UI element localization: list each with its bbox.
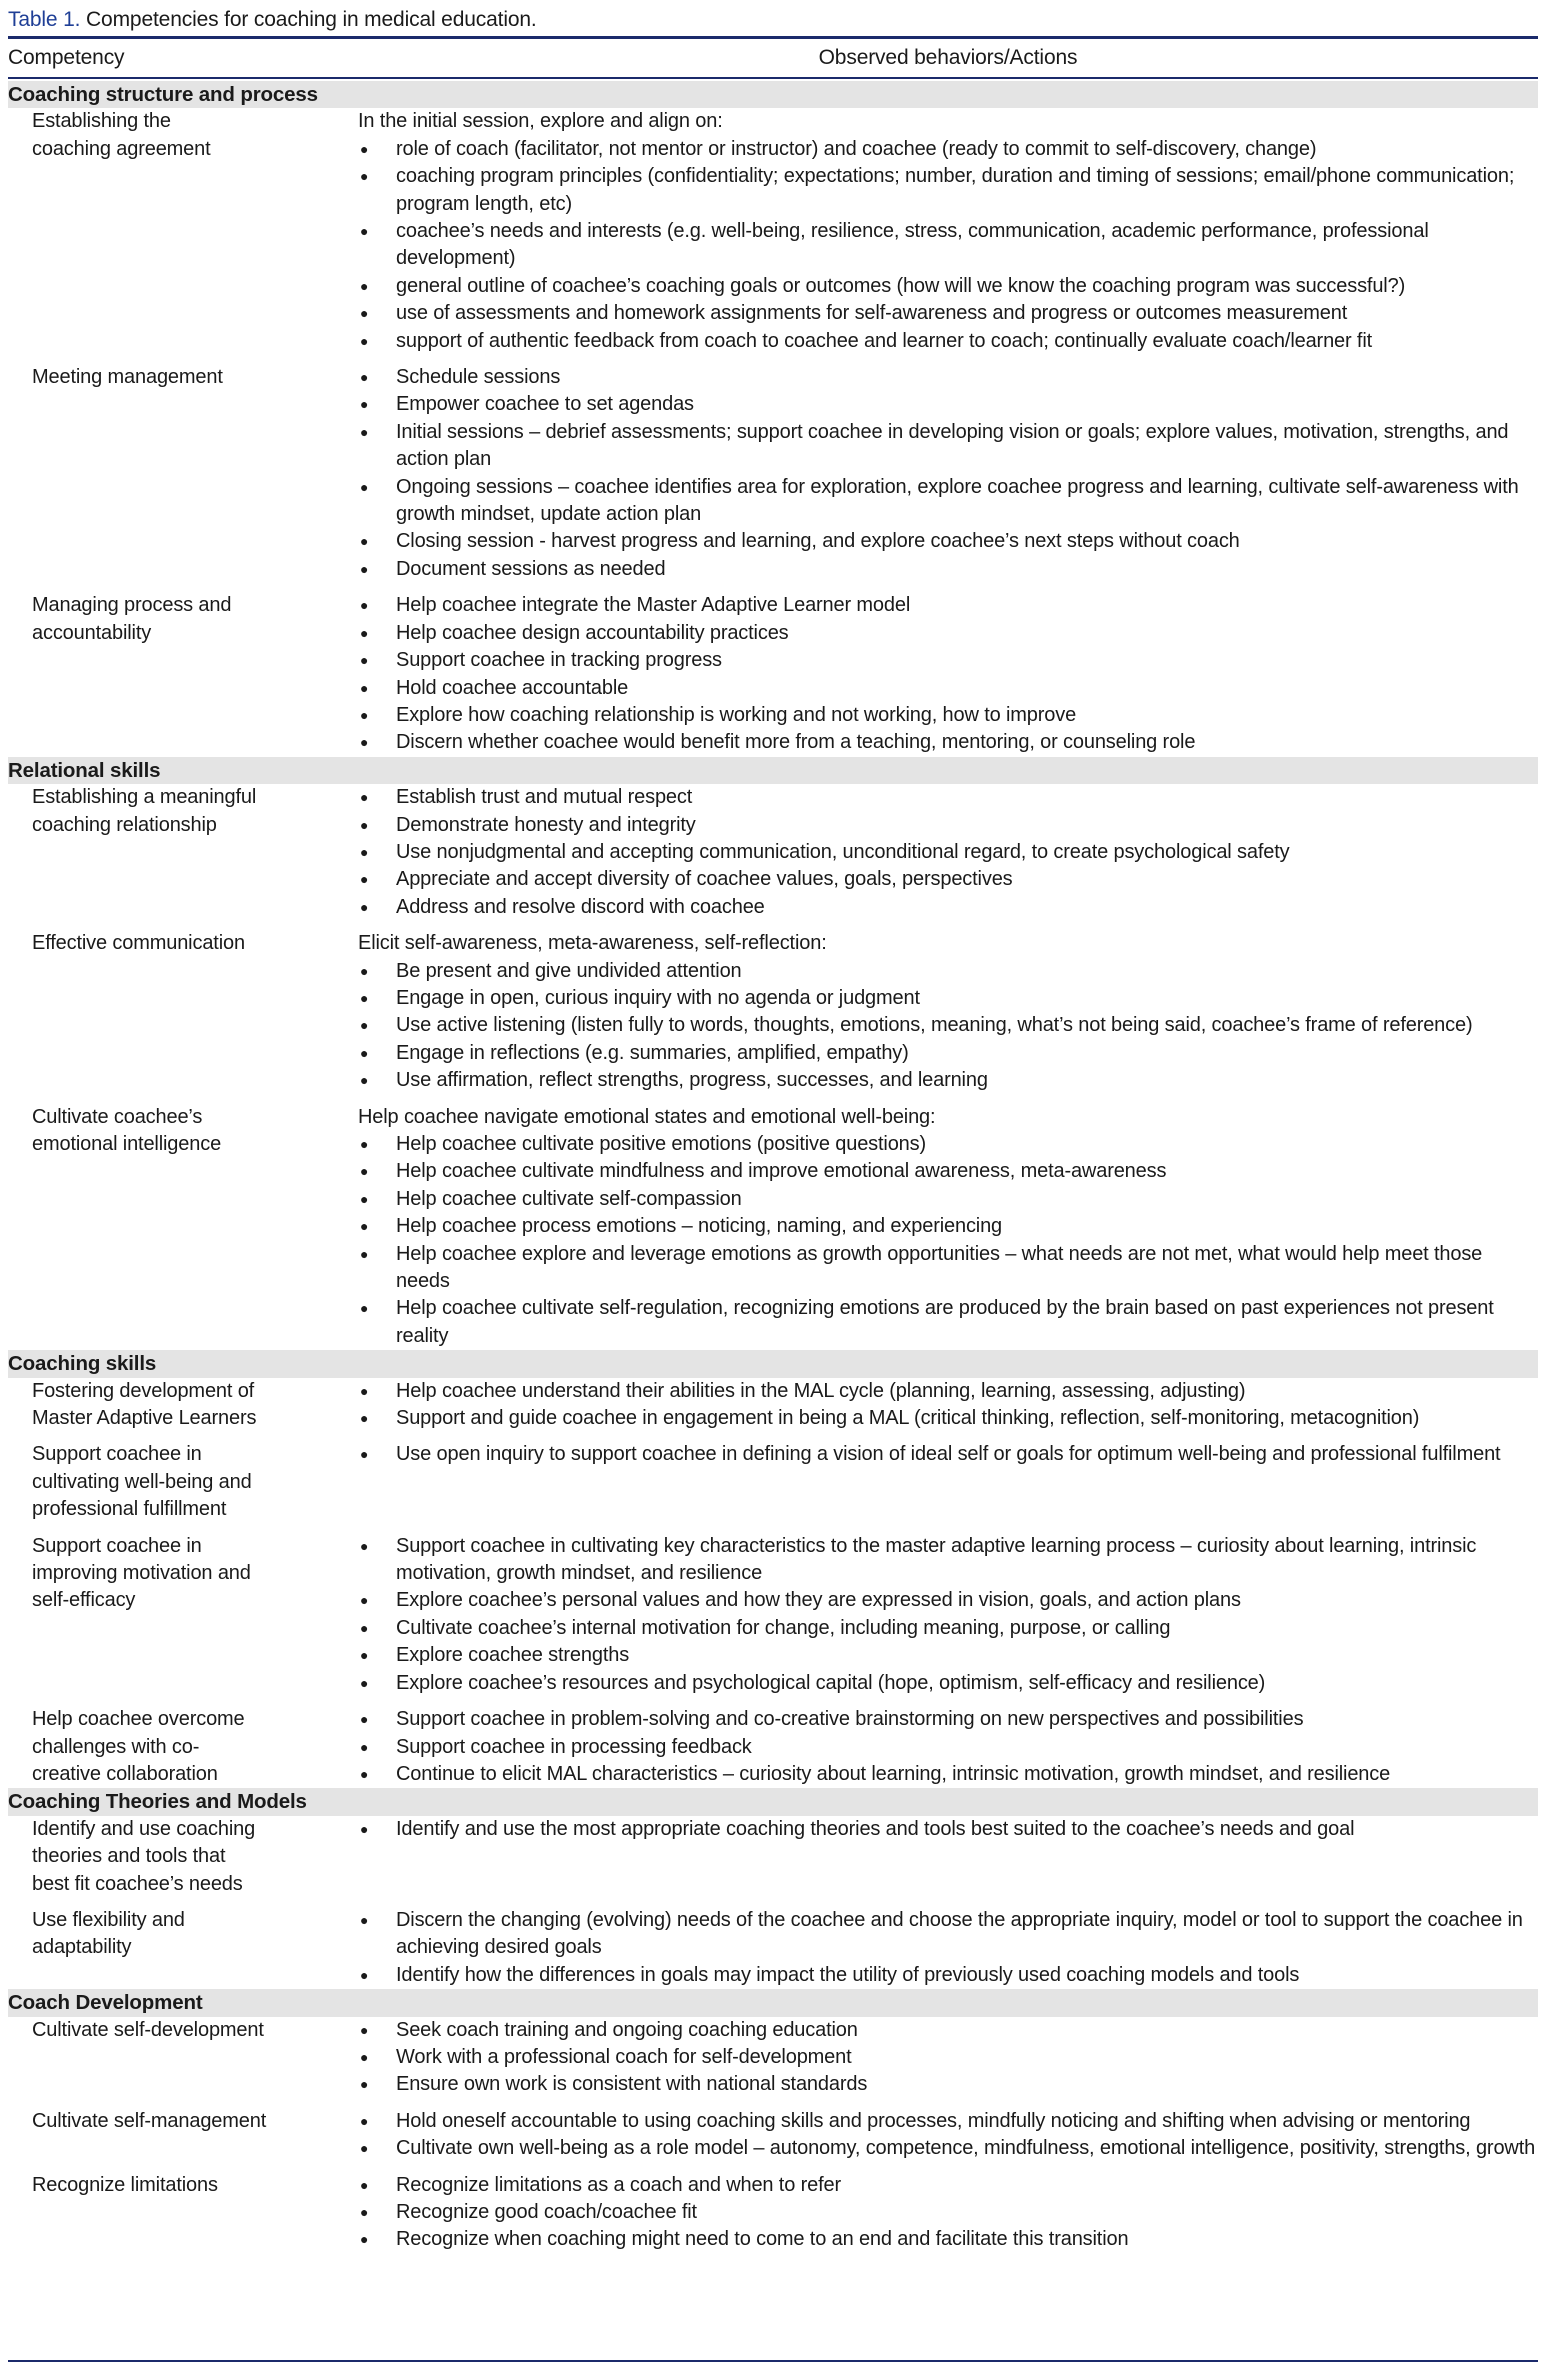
list-item-text: Help coachee design accountability practices (396, 621, 789, 644)
bullet-icon: ● (360, 816, 369, 833)
list-item (358, 592, 1538, 619)
list-item-text: Use open inquiry to support coachee in defining a vision of ideal self or goals for optimum well-being and professional fulfilment (396, 1443, 1501, 1466)
list-item (358, 218, 1538, 273)
list-item-text: Use active listening (listen fully to words, thoughts, emotions, meaning, what’s not being said, coachee’s frame of reference) (396, 1014, 1473, 1037)
list-item-text: Help coachee explore and leverage emotions as growth opportunities – what needs are not met, what would help meet those needs (396, 1242, 1483, 1293)
list-item (358, 1533, 1538, 1588)
list-item (358, 273, 1538, 300)
competency-cell: Identify and use coaching theories and tools that best fit coachee’s needs (32, 1817, 256, 1895)
list-item (358, 1213, 1538, 1240)
bullet-icon: ● (360, 2176, 369, 2193)
section-header: Coach Development (8, 1989, 1538, 2016)
top-rule (8, 36, 1538, 39)
behaviors-cell (353, 1441, 1538, 1523)
list-item (358, 2172, 1538, 2199)
bullet-icon: ● (360, 1410, 369, 1427)
bullet-icon: ● (360, 624, 369, 641)
list-item (358, 136, 1538, 163)
table-header (8, 44, 1538, 74)
list-item (358, 647, 1538, 674)
competency-cell: Establishing a meaningful coaching relationship (32, 786, 257, 836)
list-item-text: Help coachee cultivate positive emotions (positive questions) (396, 1133, 927, 1155)
list-item (358, 729, 1538, 756)
behaviors-intro: Help coachee navigate emotional states and emotional well-being: (358, 1105, 936, 1128)
bullet-icon: ● (360, 1674, 369, 1691)
bullet-icon: ● (360, 1300, 369, 1317)
list-item-text: Support and guide coachee in engagement in being a MAL (critical thinking, reflection, self-monitoring, metacognition) (396, 1407, 1420, 1430)
behaviors-cell (353, 1104, 1538, 1351)
table-row (8, 1706, 1538, 1788)
bullet-icon: ● (360, 898, 369, 915)
table-row (8, 2108, 1538, 2172)
list-item-text: Help coachee cultivate mindfulness and improve emotional awareness, meta-awareness (396, 1160, 1167, 1183)
table-row (8, 592, 1538, 756)
list-item (358, 1642, 1538, 1669)
bullet-icon: ● (360, 789, 369, 806)
bullet-icon: ● (360, 1911, 369, 1928)
behaviors-cell (353, 930, 1538, 1094)
behaviors-cell (353, 784, 1538, 921)
competency-cell: Recognize limitations (32, 2173, 218, 2196)
list-item-text: Empower coachee to set agendas (396, 393, 694, 416)
bullet-icon: ● (360, 1072, 369, 1089)
table-row (8, 1441, 1538, 1532)
bullet-icon: ● (360, 734, 369, 751)
list-item (358, 391, 1538, 418)
bullet-icon: ● (360, 277, 369, 294)
list-item-text: use of assessments and homework assignments for self-awareness and progress or outcomes measurement (396, 302, 1348, 325)
competency-cell: Fostering development of Master Adaptive Learners (32, 1379, 257, 1430)
list-item-text: Initial sessions – debrief assessments; support coachee in developing vision or goals; explore values, motivation, strengths, and action plan (396, 420, 1509, 471)
list-item (358, 163, 1538, 218)
list-item (358, 1587, 1538, 1614)
bullet-icon: ● (360, 843, 369, 860)
list-item-text: Be present and give undivided attention (396, 959, 742, 982)
list-item-text: Use affirmation, reflect strengths, progress, successes, and learning (396, 1069, 988, 1092)
bullet-icon: ● (360, 533, 369, 550)
competency-cell: Cultivate coachee’s emotional intelligence (32, 1105, 222, 1155)
bullet-icon: ● (360, 1163, 369, 1180)
table-caption-label: Table 1. (8, 8, 81, 31)
bullet-icon: ● (360, 1245, 369, 1262)
competency-cell: Support coachee in improving motivation and self-efficacy (32, 1534, 251, 1612)
bullet-icon: ● (360, 332, 369, 349)
list-item (358, 1761, 1538, 1788)
bullet-icon: ● (360, 168, 369, 185)
list-item (358, 1441, 1538, 1468)
bullet-icon: ● (360, 871, 369, 888)
list-item (358, 1012, 1538, 1039)
bullet-icon: ● (360, 1592, 369, 1609)
section-header: Relational skills (8, 757, 1538, 784)
list-item-text: Explore how coaching relationship is working and not working, how to improve (396, 703, 1077, 726)
bullet-icon: ● (360, 597, 369, 614)
bullet-icon: ● (360, 2140, 369, 2157)
list-item (358, 2108, 1538, 2135)
list-item-text: Discern whether coachee would benefit more from a teaching, mentoring, or counseling role (396, 731, 1196, 754)
list-item (358, 364, 1538, 391)
behaviors-intro: In the initial session, explore and align on: (358, 110, 723, 133)
list-item (358, 1040, 1538, 1067)
table-row (8, 1378, 1538, 1442)
list-item (358, 2071, 1538, 2098)
list-item (358, 702, 1538, 729)
list-item-text: Support coachee in tracking progress (396, 649, 722, 672)
list-item (358, 2226, 1538, 2253)
list-item (358, 866, 1538, 893)
list-item (358, 1186, 1538, 1213)
bullet-icon: ● (360, 1218, 369, 1235)
table-row (8, 2017, 1538, 2108)
list-item-text: Help coachee cultivate self-regulation, recognizing emotions are produced by the brain based on past experiences not present reality (396, 1297, 1494, 1347)
list-item-text: Support coachee in processing feedback (396, 1735, 752, 1758)
list-item (358, 1241, 1538, 1296)
bullet-icon: ● (360, 2112, 369, 2129)
list-item-text: Use nonjudgmental and accepting communication, unconditional regard, to create psychological safety (396, 840, 1290, 863)
list-item (358, 620, 1538, 647)
list-item (358, 474, 1538, 529)
list-item (358, 1295, 1538, 1350)
bullet-icon: ● (360, 652, 369, 669)
list-item (358, 812, 1538, 839)
list-item (358, 894, 1538, 921)
behaviors-cell (353, 1706, 1538, 1788)
table-row (8, 1907, 1538, 1989)
list-item-text: Demonstrate honesty and integrity (396, 813, 696, 836)
list-item-text: Schedule sessions (396, 366, 561, 389)
bullet-icon: ● (360, 989, 369, 1006)
list-item-text: Recognize when coaching might need to come to an end and facilitate this transition (396, 2228, 1129, 2251)
list-item (358, 1734, 1538, 1761)
bullet-icon: ● (360, 1647, 369, 1664)
behaviors-intro: Elicit self-awareness, meta-awareness, self-reflection: (358, 932, 827, 955)
list-item (358, 556, 1538, 583)
list-item-text: coaching program principles (confidentiality; expectations; number, duration and timing of sessions; email/phone communication; program length, etc) (396, 165, 1515, 215)
list-item-text: Recognize limitations as a coach and when to refer (396, 2173, 841, 2196)
bullet-icon: ● (360, 679, 369, 696)
section-header: Coaching Theories and Models (8, 1788, 1538, 1815)
bullet-icon: ● (360, 423, 369, 440)
list-item-text: Appreciate and accept diversity of coachee values, goals, perspectives (396, 868, 1013, 891)
bullet-icon: ● (360, 1765, 369, 1782)
bullet-icon: ● (360, 305, 369, 322)
list-item (358, 1615, 1538, 1642)
list-item-text: Engage in open, curious inquiry with no agenda or judgment (396, 986, 920, 1009)
list-item-text: Identify and use the most appropriate coaching theories and tools best suited to the coachee’s needs and goal (396, 1817, 1355, 1840)
list-item-text: support of authentic feedback from coach to coachee and learner to coach; continually evaluate coach/learner fit (396, 329, 1373, 352)
behaviors-cell (353, 2108, 1538, 2163)
list-item-text: Discern the changing (evolving) needs of the coachee and choose the appropriate inquiry, model or tool to support the coachee in achieving desired goals (396, 1908, 1523, 1959)
bullet-icon: ● (360, 369, 369, 386)
header-competency: Competency (8, 46, 125, 69)
table-caption-text: Competencies for coaching in medical education. (86, 8, 537, 31)
table-row (8, 930, 1538, 1103)
list-item (358, 958, 1538, 985)
bullet-icon: ● (360, 2076, 369, 2093)
header-observed-behaviors: Observed behaviors/Actions (818, 46, 1078, 69)
list-item-text: Explore coachee strengths (396, 1644, 630, 1667)
behaviors-cell (353, 1533, 1538, 1697)
bullet-icon: ● (360, 223, 369, 240)
competency-cell: Effective communication (32, 932, 245, 955)
bullet-icon: ● (360, 1044, 369, 1061)
list-item (358, 1067, 1538, 1094)
list-item (358, 675, 1538, 702)
bullet-icon: ● (360, 1190, 369, 1207)
table-row (8, 1104, 1538, 1351)
competency-cell: Managing process and accountability (32, 594, 232, 644)
list-item-text: Explore coachee’s resources and psychological capital (hope, optimism, self-efficacy and resilience) (396, 1671, 1266, 1694)
list-item (358, 2044, 1538, 2071)
behaviors-cell (353, 2172, 1538, 2254)
bullet-icon: ● (360, 1537, 369, 1554)
list-item-text: Ongoing sessions – coachee identifies area for exploration, explore coachee progress and learning, cultivate self-awareness with growth mindset, update action plan (396, 475, 1519, 526)
table-row (8, 784, 1538, 930)
list-item-text: role of coach (facilitator, not mentor or instructor) and coachee (ready to commit to self-discovery, change) (396, 137, 1317, 160)
list-item (358, 528, 1538, 555)
list-item (358, 2199, 1538, 2226)
behaviors-cell (353, 108, 1538, 355)
bottom-rule (8, 2360, 1538, 2362)
behaviors-cell (353, 1907, 1538, 1989)
list-item (358, 328, 1538, 355)
list-item (358, 1670, 1538, 1697)
list-item-text: general outline of coachee’s coaching goals or outcomes (how will we know the coaching program was successful?) (396, 274, 1406, 297)
section-header: Coaching skills (8, 1350, 1538, 1377)
list-item (358, 1405, 1538, 1432)
bullet-icon: ● (360, 1382, 369, 1399)
bullet-icon: ● (360, 706, 369, 723)
list-item (358, 1962, 1538, 1989)
behaviors-cell (353, 2017, 1538, 2099)
list-item-text: Cultivate coachee’s internal motivation for change, including meaning, purpose, or calling (396, 1616, 1171, 1639)
list-item-text: Explore coachee’s personal values and how they are expressed in vision, goals, and action plans (396, 1589, 1241, 1612)
table-row (8, 2172, 1538, 2254)
bullet-icon: ● (360, 2048, 369, 2065)
competency-cell: Cultivate self-management (32, 2109, 267, 2132)
list-item (358, 1378, 1538, 1405)
list-item-text: Help coachee process emotions – noticing, naming, and experiencing (396, 1215, 1003, 1238)
list-item-text: Help coachee integrate the Master Adaptive Learner model (396, 594, 911, 617)
list-item (358, 1131, 1538, 1158)
bullet-icon: ● (360, 1820, 369, 1837)
list-item (358, 1907, 1538, 1962)
bullet-icon: ● (360, 396, 369, 413)
bullet-icon: ● (360, 1619, 369, 1636)
bullet-icon: ● (360, 560, 369, 577)
list-item (358, 839, 1538, 866)
behaviors-cell (353, 1378, 1538, 1433)
section-header: Coaching structure and process (8, 81, 1538, 108)
bullet-icon: ● (360, 962, 369, 979)
bullet-icon: ● (360, 2021, 369, 2038)
list-item (358, 784, 1538, 811)
list-item-text: Ensure own work is consistent with national standards (396, 2073, 868, 2096)
table-row (8, 108, 1538, 364)
list-item-text: Cultivate own well-being as a role model – autonomy, competence, mindfulness, emotional intelligence, positivity, strengths, growth (396, 2137, 1536, 2160)
bullet-icon: ● (360, 478, 369, 495)
bullet-icon: ● (360, 1136, 369, 1152)
behaviors-cell (353, 592, 1538, 756)
bullet-icon: ● (360, 2231, 369, 2248)
list-item-text: Support coachee in cultivating key characteristics to the master adaptive learning process – curiosity about learning, intrinsic motivation, growth mindset, and resilience (396, 1534, 1477, 1585)
list-item-text: Continue to elicit MAL characteristics – curiosity about learning, intrinsic motivation, growth mindset, and resilience (396, 1762, 1391, 1785)
list-item-text: Recognize good coach/coachee fit (396, 2200, 697, 2223)
list-item-text: Hold oneself accountable to using coaching skills and processes, mindfully noticing and shifting when advising or mentoring (396, 2109, 1471, 2132)
list-item (358, 1816, 1538, 1843)
table-row (8, 364, 1538, 592)
competency-cell: Meeting management (32, 366, 223, 389)
bullet-icon: ● (360, 1017, 369, 1034)
header-rule (8, 77, 1538, 79)
bullet-icon: ● (360, 140, 369, 157)
list-item-text: Closing session - harvest progress and learning, and explore coachee’s next steps without coach (396, 530, 1240, 553)
list-item-text: Help coachee understand their abilities in the MAL cycle (planning, learning, assessing, adjusting) (396, 1379, 1246, 1402)
table-row (8, 1816, 1538, 1907)
table-row (8, 1533, 1538, 1706)
bullet-icon: ● (360, 2203, 369, 2220)
competency-cell: Help coachee overcome challenges with co- creative collaboration (32, 1708, 245, 1785)
list-item-text: Engage in reflections (e.g. summaries, amplified, empathy) (396, 1041, 909, 1064)
bullet-icon: ● (360, 1711, 369, 1728)
competency-cell: Use flexibility and adaptability (32, 1908, 185, 1959)
list-item-text: Support coachee in problem-solving and co-creative brainstorming on new perspectives and possibilities (396, 1708, 1304, 1731)
list-item-text: Identify how the differences in goals may impact the utility of previously used coaching models and tools (396, 1963, 1300, 1986)
list-item (358, 300, 1538, 327)
list-item (358, 2135, 1538, 2162)
bullet-icon: ● (360, 1966, 369, 1983)
list-item (358, 419, 1538, 474)
list-item (358, 1158, 1538, 1185)
behaviors-cell (353, 1816, 1538, 1898)
list-item-text: Seek coach training and ongoing coaching education (396, 2018, 858, 2041)
list-item-text: Help coachee cultivate self-compassion (396, 1187, 742, 1210)
list-item-text: Document sessions as needed (396, 557, 666, 580)
list-item-text: Work with a professional coach for self-development (396, 2045, 852, 2068)
bullet-icon: ● (360, 1738, 369, 1755)
competency-cell: Establishing the coaching agreement (32, 110, 211, 160)
table-body (8, 81, 1538, 2254)
bullet-icon: ● (360, 1446, 369, 1463)
competency-cell: Cultivate self-development (32, 2018, 264, 2041)
table-caption (8, 8, 537, 32)
behaviors-cell (353, 364, 1538, 583)
list-item-text: Address and resolve discord with coachee (396, 895, 765, 918)
list-item-text: Hold coachee accountable (396, 676, 629, 699)
list-item (358, 2017, 1538, 2044)
competency-cell: Support coachee in cultivating well-being and professional fulfillment (32, 1443, 252, 1521)
list-item (358, 985, 1538, 1012)
list-item (358, 1706, 1538, 1733)
list-item-text: Establish trust and mutual respect (396, 786, 693, 809)
list-item-text: coachee’s needs and interests (e.g. well-being, resilience, stress, communication, academic performance, professional development) (396, 220, 1429, 270)
